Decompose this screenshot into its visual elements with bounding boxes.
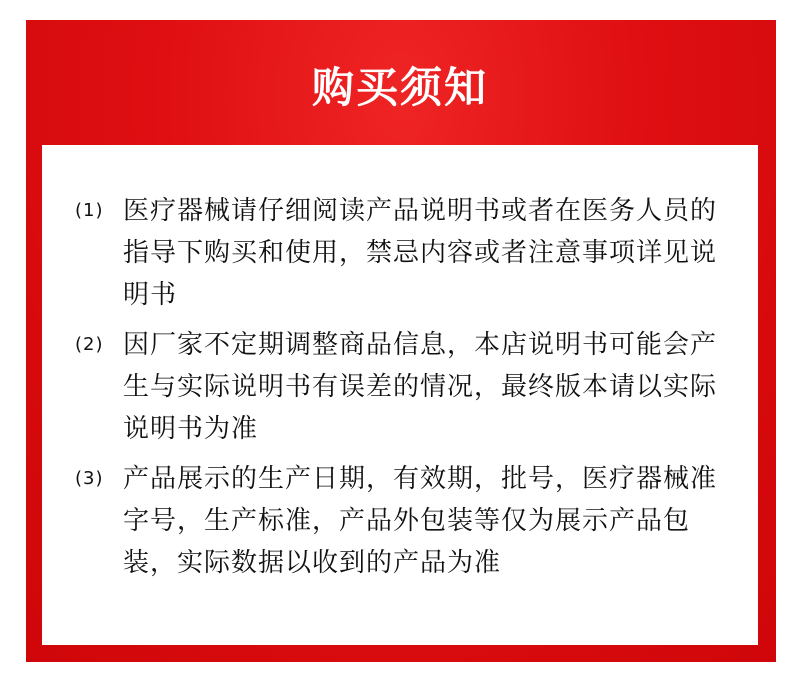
notice-item-1-number: (1) xyxy=(75,200,104,221)
notice-item-2 xyxy=(75,324,735,450)
notice-item-3-text: 产品展示的生产日期，有效期，批号，医疗器械准字号，生产标准，产品外包装等仅为展示产品包装，实际数据以收到的产品为准 xyxy=(123,464,718,578)
notice-item-1 xyxy=(75,190,735,316)
page-title: 购买须知 xyxy=(311,63,488,112)
notice-item-1-text: 医疗器械请仔细阅读产品说明书或者在医务人员的指导下购买和使用，禁忌内容或者注意事项详见说明书 xyxy=(123,196,718,310)
notice-item-2-number: (2) xyxy=(75,334,104,355)
notice-list xyxy=(75,190,735,584)
notice-item-2-text: 因厂家不定期调整商品信息，本店说明书可能会产生与实际说明书有误差的情况，最终版本请以实际说明书为准 xyxy=(123,330,718,444)
notice-item-3-number: (3) xyxy=(75,468,104,489)
notice-item-3 xyxy=(75,458,735,584)
